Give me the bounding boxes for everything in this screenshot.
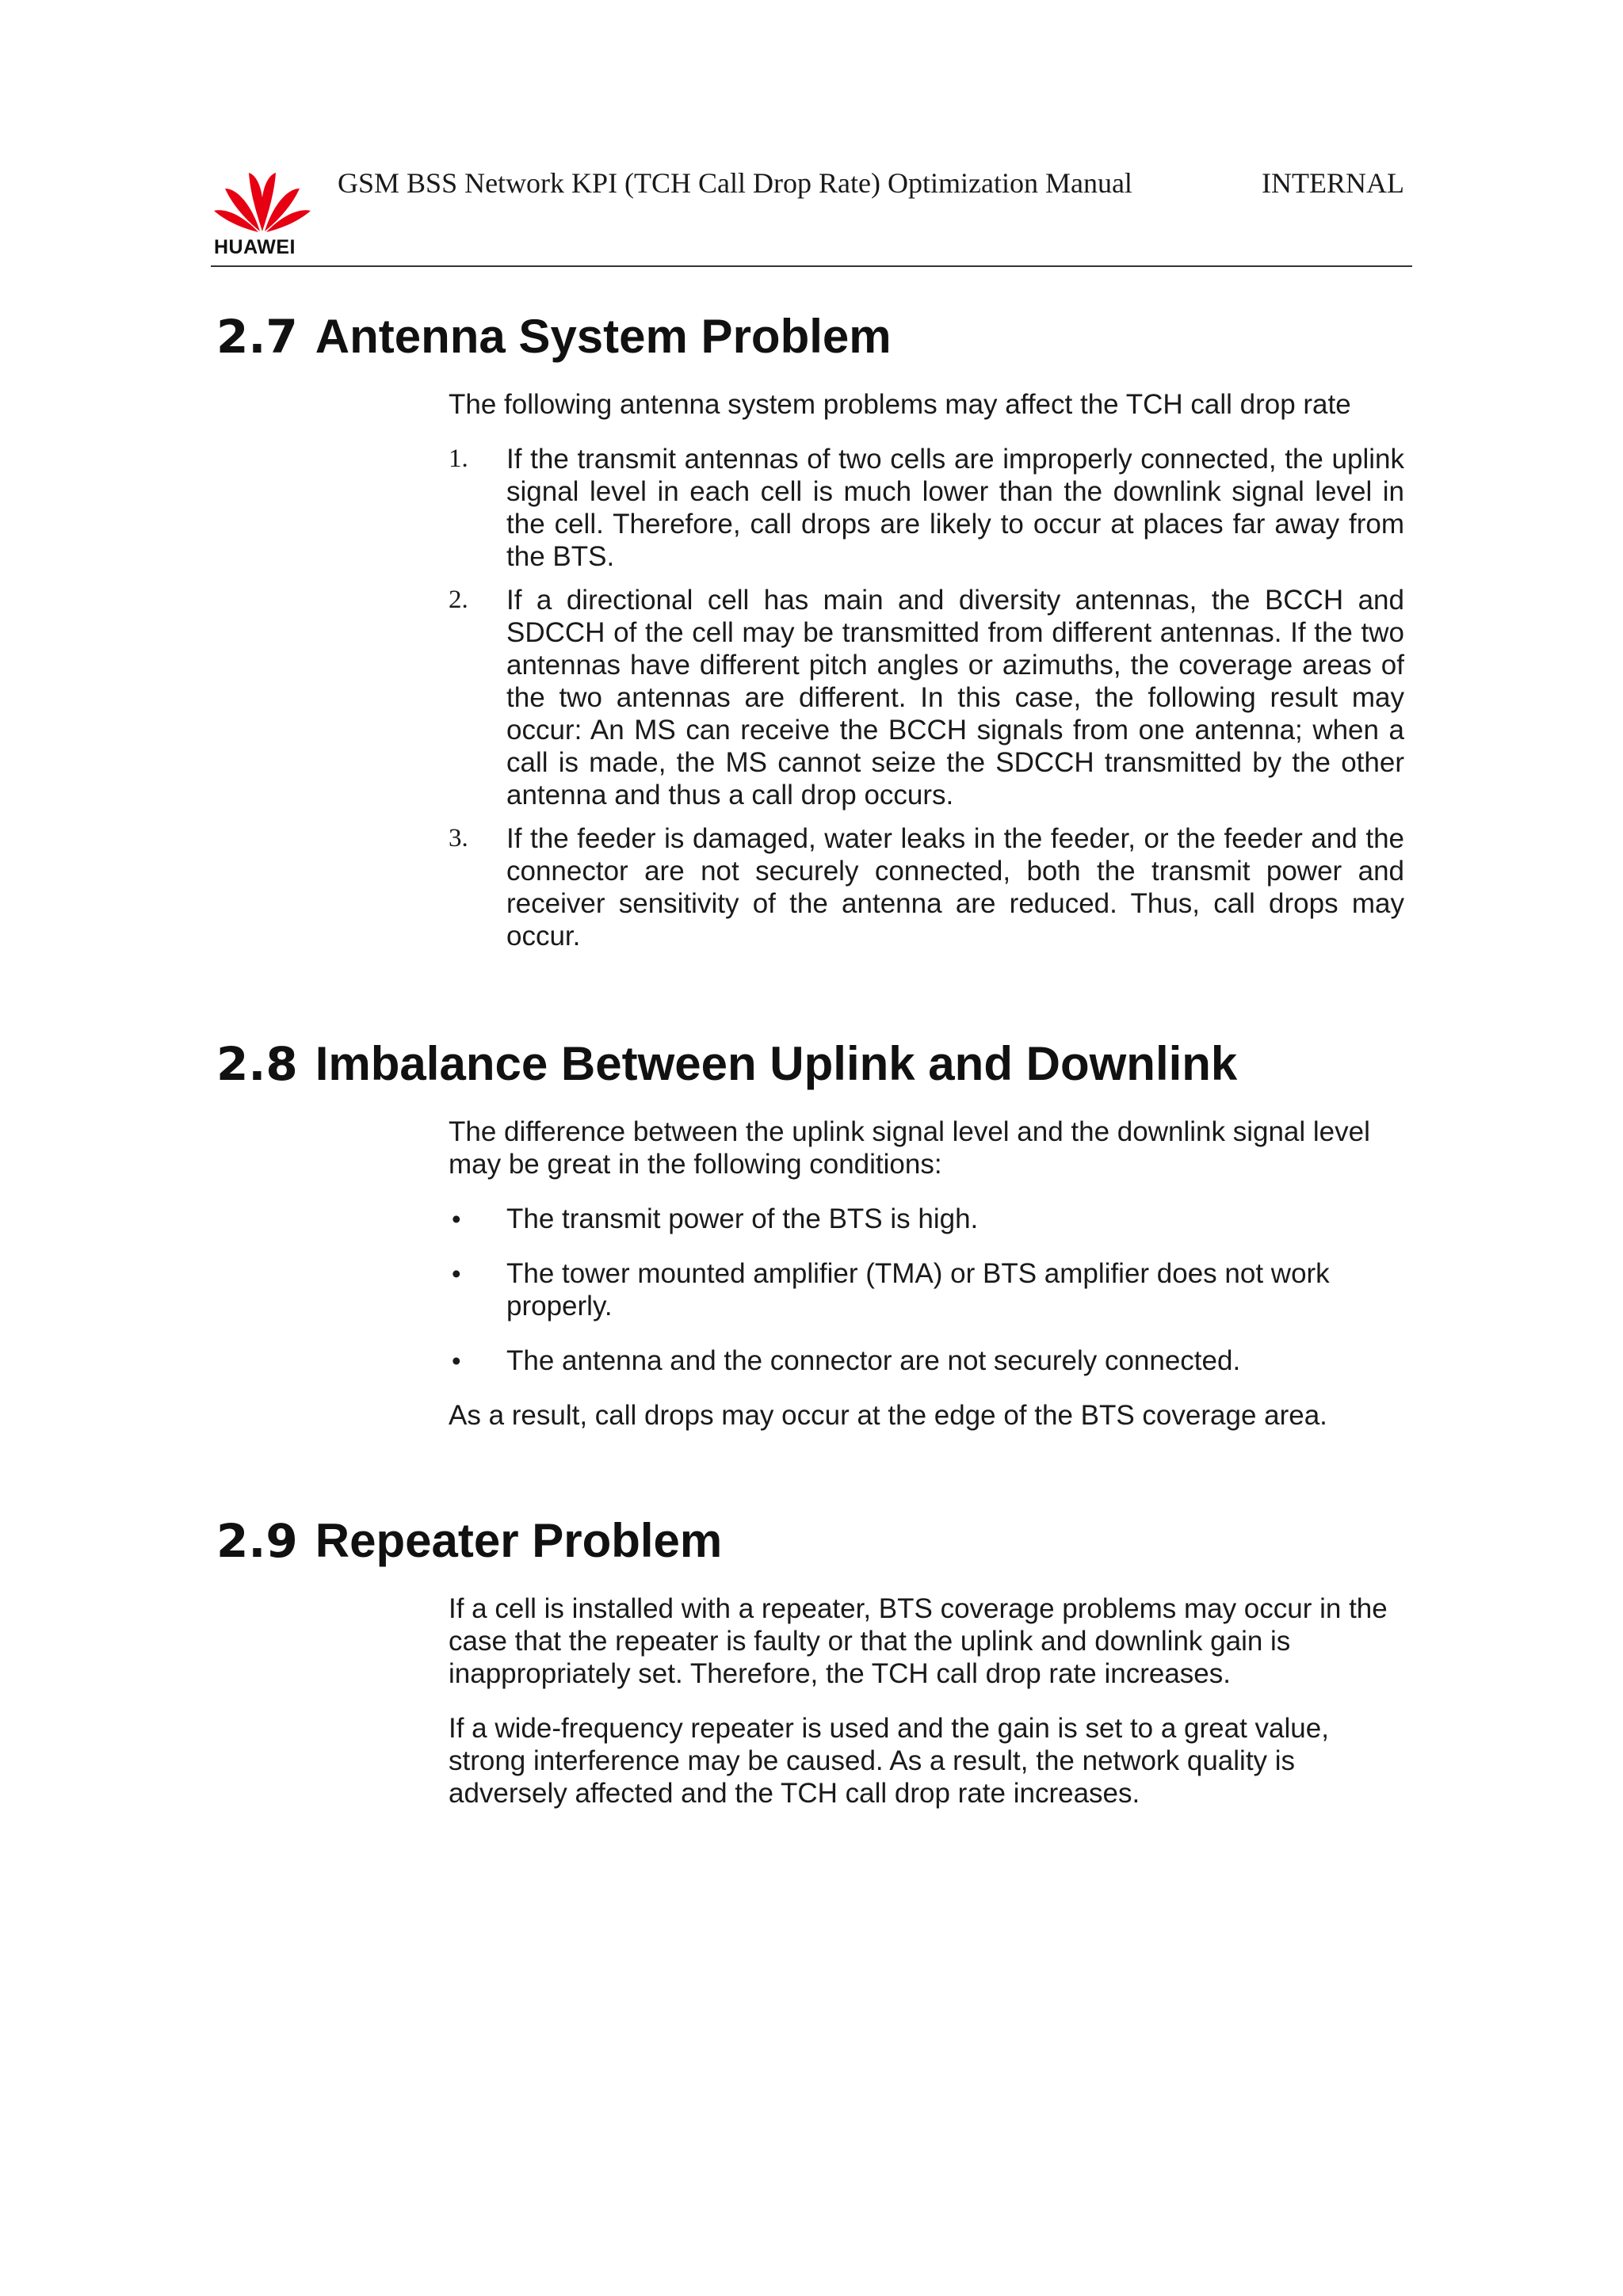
classification-label: INTERNAL [1262,167,1404,199]
list-item-text: If the transmit antennas of two cells are improperly connected, the uplink signal level in each cell is much lower than the downlink signal level in the cell. Therefore, call drops are likely to occur at places far away from the BTS. [506,444,1404,572]
list-item [449,1344,1404,1377]
huawei-petals-icon [211,158,314,238]
section-number: 2.9 [216,1514,298,1568]
bullet-marker: • [452,1259,461,1288]
list-item-text: If the feeder is damaged, water leaks in the feeder, or the feeder and the connector are not securely connected, both the transmit power and receiver sensitivity of the antenna are reduced. Thus, call drops may occur. [506,823,1404,952]
header-divider [211,265,1412,267]
section-heading [216,1036,1237,1091]
bullet-marker: • [452,1204,461,1234]
bulleted-list [449,1203,1404,1377]
logo-text: HUAWEI [214,236,296,258]
list-item-text: If a directional cell has main and diversity antennas, the BCCH and SDCCH of the cell may be transmitted from different antennas. If the two antennas have different pitch angles or azimuths, the coverage areas of the two antennas are different. In this case, the following result may occur: An MS can receive the BCCH signals from one antenna; when a call is made, the MS cannot seize the SDCCH transmitted by the other antenna and thus a call drop occurs. [506,585,1404,810]
section-heading [216,309,892,364]
section-number: 2.7 [216,310,298,364]
list-item [449,1257,1404,1322]
page-header [211,158,1412,269]
section-title: Repeater Problem [315,1514,723,1567]
list-item-text: The tower mounted amplifier (TMA) or BTS amplifier does not work properly. [506,1258,1330,1322]
section-body [449,1116,1404,1432]
numbered-list [449,443,1404,952]
list-item [449,584,1404,811]
document-title: GSM BSS Network KPI (TCH Call Drop Rate) Optimization Manual [338,167,1132,199]
list-item [449,822,1404,952]
intro-paragraph: The following antenna system problems may affect the TCH call drop rate [449,389,1351,420]
section-title: Imbalance Between Uplink and Downlink [315,1037,1238,1090]
list-item-text: The antenna and the connector are not securely connected. [506,1345,1241,1376]
list-item [449,443,1404,573]
list-item-text: The transmit power of the BTS is high. [506,1203,979,1234]
section-body [449,1592,1404,1810]
section-body [449,388,1404,952]
paragraph: If a wide-frequency repeater is used and the gain is set to a great value, strong interference may be caused. As a result, the network quality is adversely affected and the TCH call drop rate increases. [449,1713,1329,1809]
bullet-marker: • [452,1346,461,1375]
intro-paragraph: The difference between the uplink signal level and the downlink signal level may be great in the following conditions: [449,1116,1370,1180]
list-marker: 3. [449,824,468,852]
section-heading [216,1513,722,1568]
list-marker: 1. [449,444,468,473]
section-number: 2.8 [216,1037,298,1091]
list-item [449,1203,1404,1235]
paragraph: If a cell is installed with a repeater, BTS coverage problems may occur in the case that the repeater is faulty or that the uplink and downlink gain is inappropriately set. Therefore, the TCH call drop rate increases. [449,1593,1388,1689]
closing-paragraph: As a result, call drops may occur at the edge of the BTS coverage area. [449,1400,1327,1431]
list-marker: 2. [449,585,468,614]
section-title: Antenna System Problem [315,310,892,363]
